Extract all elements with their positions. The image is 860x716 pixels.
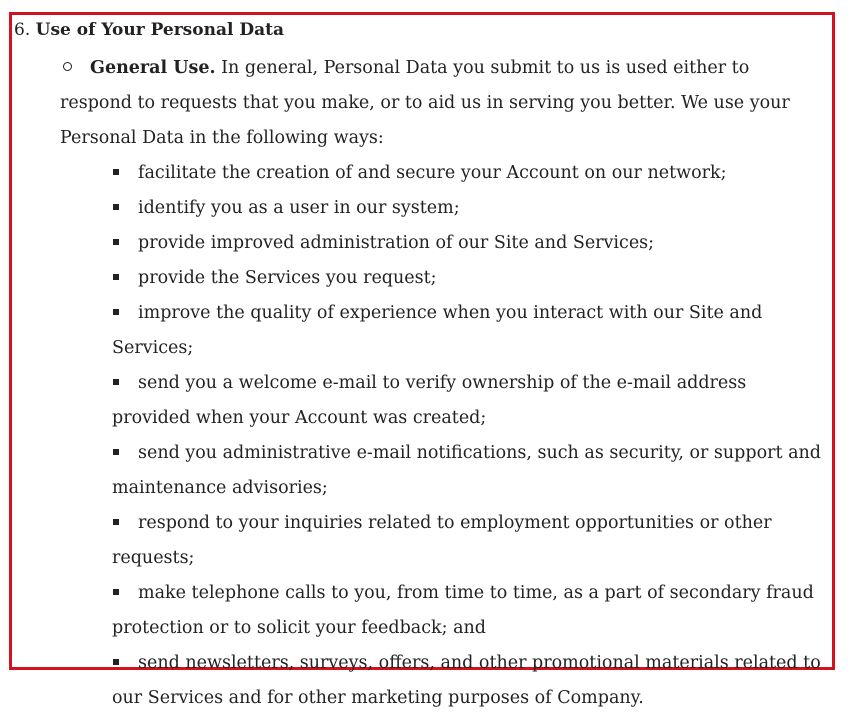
list-item-text: improve the quality of experience when you interact with our Site and Services;	[112, 303, 763, 358]
list-item-text: make telephone calls to you, from time to time, as a part of secondary fraud protection or to solicit your feedback; and	[112, 583, 814, 638]
square-bullet-icon	[113, 169, 119, 175]
list-item-text: send you administrative e-mail notifications, such as security, or support and maintenance advisories;	[112, 443, 821, 498]
square-bullet-icon	[113, 659, 119, 665]
uses-list	[112, 156, 822, 716]
list-item-text: identify you as a user in our system;	[138, 198, 460, 218]
list-item	[112, 436, 822, 506]
square-bullet-icon	[113, 379, 119, 385]
list-item-text: provide improved administration of our Site and Services;	[138, 233, 655, 253]
highlight-frame	[9, 12, 835, 708]
circle-bullet-icon	[63, 62, 72, 71]
list-item	[112, 261, 822, 296]
list-item	[112, 226, 822, 261]
section-heading	[14, 18, 284, 42]
section-number: 6.	[14, 20, 31, 40]
list-item	[112, 191, 822, 226]
square-bullet-icon	[113, 309, 119, 315]
section-title: Use of Your Personal Data	[35, 20, 284, 40]
list-item	[112, 156, 822, 191]
square-bullet-icon	[113, 449, 119, 455]
list-item-text: send newsletters, surveys, offers, and other promotional materials related to our Services and for other marketing purposes of Company.	[112, 653, 821, 708]
general-use-lead: General Use.	[90, 58, 216, 78]
list-item-text: send you a welcome e-mail to verify ownership of the e-mail address provided when your Account was created;	[112, 373, 747, 428]
list-item	[112, 646, 822, 716]
list-item-text: provide the Services you request;	[138, 268, 437, 288]
list-item	[112, 576, 822, 646]
list-item-text: respond to your inquiries related to employment opportunities or other requests;	[112, 513, 772, 568]
square-bullet-icon	[113, 519, 119, 525]
general-use-paragraph	[60, 51, 820, 156]
square-bullet-icon	[113, 274, 119, 280]
square-bullet-icon	[113, 589, 119, 595]
list-item	[112, 506, 822, 576]
list-item	[112, 296, 822, 366]
square-bullet-icon	[113, 239, 119, 245]
general-use-text: In general, Personal Data you submit to us is used either to respond to requests that you make, or to aid us in serving you better. We use your Personal Data in the following ways:	[60, 58, 790, 148]
square-bullet-icon	[113, 204, 119, 210]
list-item	[112, 366, 822, 436]
list-item-text: facilitate the creation of and secure your Account on our network;	[138, 163, 727, 183]
